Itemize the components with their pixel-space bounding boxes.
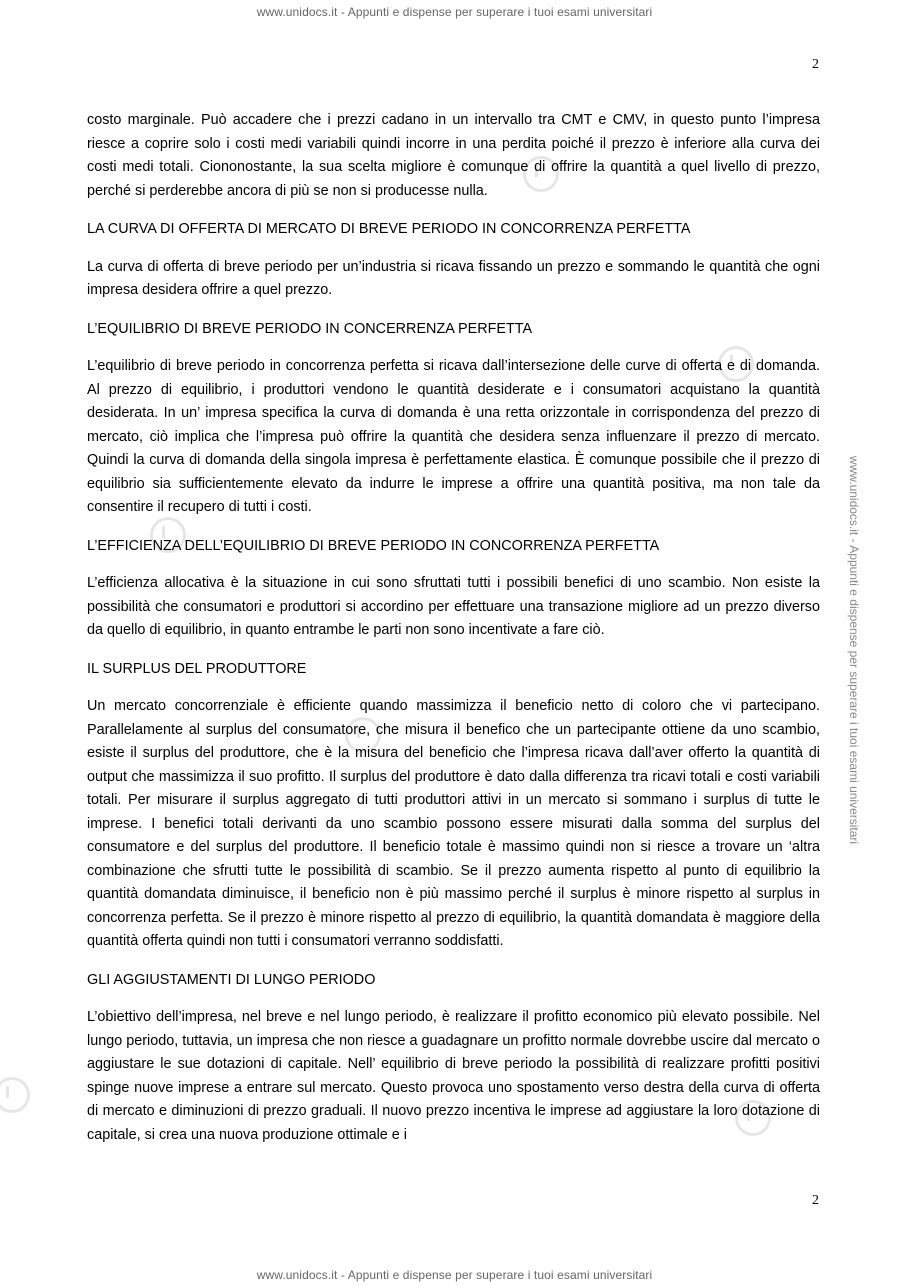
paragraph: L’obiettivo dell’impresa, nel breve e nel lungo periodo, è realizzare il profitto economico più elevato possibile. Nel lungo periodo, tuttavia, un impresa che non riesce a guadagnare un profitto normale dovrebbe uscire dal mercato o aggiustare le sue dotazioni di capitale. Nell’ equilibrio di breve periodo la possibilità di realizzare profitti positivi spinge nuove imprese a entrare sul mercato. Questo provoca uno spostamento verso destra della curva di offerta di mercato e diminuzioni di prezzo graduali. Il nuovo prezzo incentiva le imprese ad aggiustare la loro dotazione di capitale, si crea una nuova produzione ottimale e i [87,1009,820,1143]
page-number-bottom: 2 [812,1193,819,1208]
paragraph: Un mercato concorrenziale è efficiente quando massimizza il beneficio netto di coloro che vi partecipano. Parallelamente al surplus del consumatore, che misura il benefico che un partecipante ottiene da uno scambio, esiste il surplus del produttore, che è la misura del beneficio che l’impresa ricava dall’aver offerto la quantità di output che massimizza il suo profitto. Il surplus del produttore è dato dalla differenza tra ricavi totali e costi variabili totali. Per misurare il surplus aggregato di tutti produttori attivi in un mercato si sommano i surplus di tutte le imprese. I benefici totali derivanti da uno scambio possono essere misurati dalla somma del surplus del consumatore e del surplus del produttore. Il beneficio totale è massimo quindi non si riesce a trovare un ‘altra combinazione che sfrutti tutte le possibilità di scambio. Se il prezzo aumenta rispetto al punto di equilibrio la quantità domandata diminuisce, il beneficio non è più massimo perché il surplus è minore rispetto al surplus in concorrenza perfetta. Se il prezzo è minore rispetto al prezzo di equilibrio, la quantità domandata è maggiore della quantità offerta quindi non tutti i consumatori verranno soddisfatti. [87,698,820,949]
paragraph: L’efficienza allocativa è la situazione in cui sono sfruttati tutti i possibili benefici di uno scambio. Non esiste la possibilità che consumatori e produttori si accordino per effettuare una transazione migliore ad un prezzo diverso da quello di equilibrio, in quanto entrambe le parti non sono incentivate a fare ciò. [87,575,820,638]
paragraph: La curva di offerta di breve periodo per un’industria si ricava fissando un prezzo e sommando le quantità che ogni impresa desidera offrire a quel prezzo. [87,258,820,298]
watermark-logo-icon [0,1077,30,1113]
section-heading: LA CURVA DI OFFERTA DI MERCATO DI BREVE PERIODO IN CONCORRENZA PERFETTA [87,221,691,237]
page-number-top: 2 [812,57,819,72]
section-heading: L’EQUILIBRIO DI BREVE PERIODO IN CONCERRENZA PERFETTA [87,320,533,337]
watermark-footer: www.unidocs.it - Appunti e dispense per superare i tuoi esami universitari [256,1268,653,1282]
watermark-side-right: www.unidocs.it - Appunti e dispense per superare i tuoi esami universitari [847,455,862,845]
watermark-header: www.unidocs.it - Appunti e dispense per superare i tuoi esami universitari [256,5,653,19]
paragraph: L’equilibrio di breve periodo in concorrenza perfetta si ricava dall’intersezione delle curve di offerta e di domanda. Al prezzo di equilibrio, i produttori vendono le quantità desiderate e i consumatori acquistano la quantità desiderata. In un’ impresa specifica la curva di domanda è una retta orizzontale in corrispondenza del prezzo di mercato, ciò implica che l’impresa può offrire la quantità che desidera senza influenzare il prezzo di mercato. Quindi la curva di domanda della singola impresa è perfettamente elastica. È comunque possibile che il prezzo di equilibrio sia sufficientemente elevato da indurre le imprese a offrire una quantità positiva, ma non tale da consentire il recupero di tutti i costi. [87,358,820,515]
section-heading: GLI AGGIUSTAMENTI DI LUNGO PERIODO [87,971,376,988]
paragraph: costo marginale. Può accadere che i prezzi cadano in un intervallo tra CMT e CMV, in questo punto l’impresa riesce a coprire solo i costi medi variabili quindi incorre in una perdita poiché il prezzo è inferiore alla curva dei costi medi totali. Ciononostante, la sua scelta migliore è comunque di offrire la quantità a quel livello di prezzo, perché si perderebbe ancora di più se non si producesse nulla. [87,112,820,199]
section-heading: L’EFFICIENZA DELL’EQUILIBRIO DI BREVE PERIODO IN CONCORRENZA PERFETTA [87,537,660,554]
document-body [87,109,820,1162]
section-heading: IL SURPLUS DEL PRODUTTORE [87,660,307,677]
